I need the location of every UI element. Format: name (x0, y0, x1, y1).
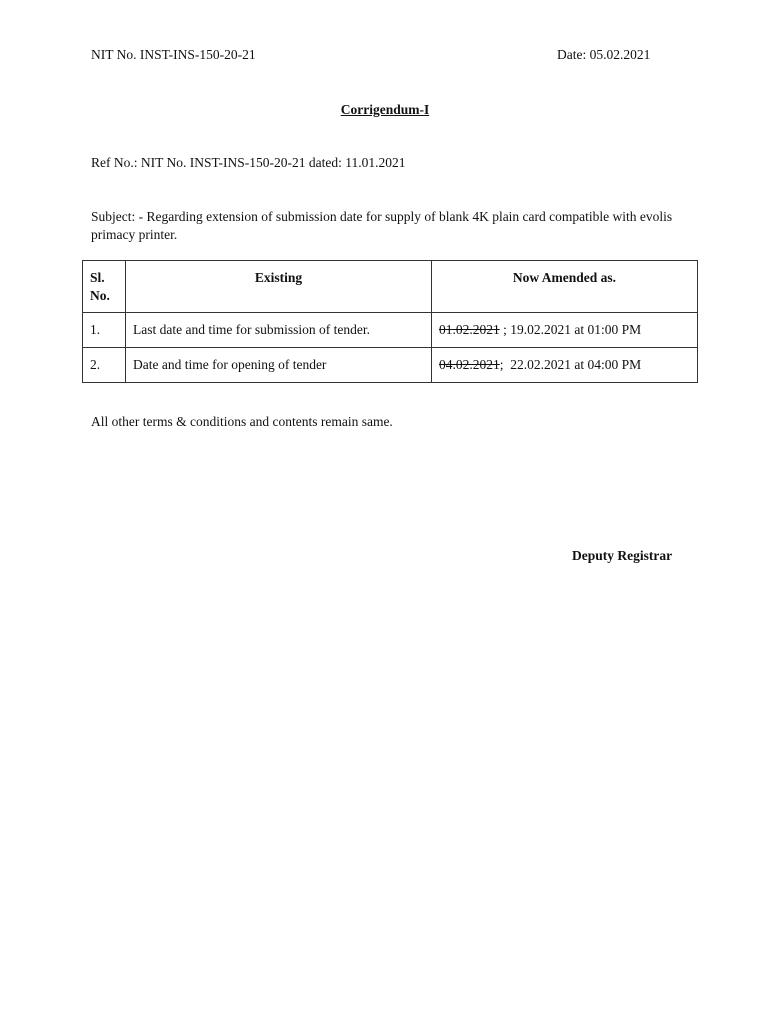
row-sl: 2. (83, 348, 126, 383)
header-existing: Existing (126, 261, 432, 313)
row-amended (432, 313, 698, 348)
old-date-struck: 04.02.2021 (439, 357, 500, 372)
row-existing: Last date and time for submission of tender. (126, 313, 432, 348)
document-date: Date: 05.02.2021 (557, 47, 651, 62)
old-date-struck: 01.02.2021 (439, 322, 500, 337)
document-title: Corrigendum-I (340, 102, 430, 117)
subject-line: Subject: - Regarding extension of submission date for supply of blank 4K plain card compatible with evolis primacy printer. (91, 209, 673, 242)
table-header-row (83, 261, 698, 313)
header-amended: Now Amended as. (432, 261, 698, 313)
amendment-table (82, 260, 698, 383)
row-sl: 1. (83, 313, 126, 348)
nit-number: NIT No. INST-INS-150-20-21 (91, 47, 256, 62)
table-row (83, 313, 698, 348)
signatory: Deputy Registrar (572, 548, 673, 563)
header-sl-no (83, 261, 126, 313)
closing-note: All other terms & conditions and contents remain same. (91, 414, 393, 429)
row-existing: Date and time for opening of tender (126, 348, 432, 383)
header-sl-line2: No. (90, 288, 110, 303)
new-date: ; 22.02.2021 at 04:00 PM (499, 357, 642, 372)
table-row (83, 348, 698, 383)
new-date: ; 19.02.2021 at 01:00 PM (499, 322, 642, 337)
row-amended (432, 348, 698, 383)
header-sl-line1: Sl. (90, 270, 105, 285)
reference-line: Ref No.: NIT No. INST-INS-150-20-21 dated: 11.01.2021 (91, 155, 406, 170)
